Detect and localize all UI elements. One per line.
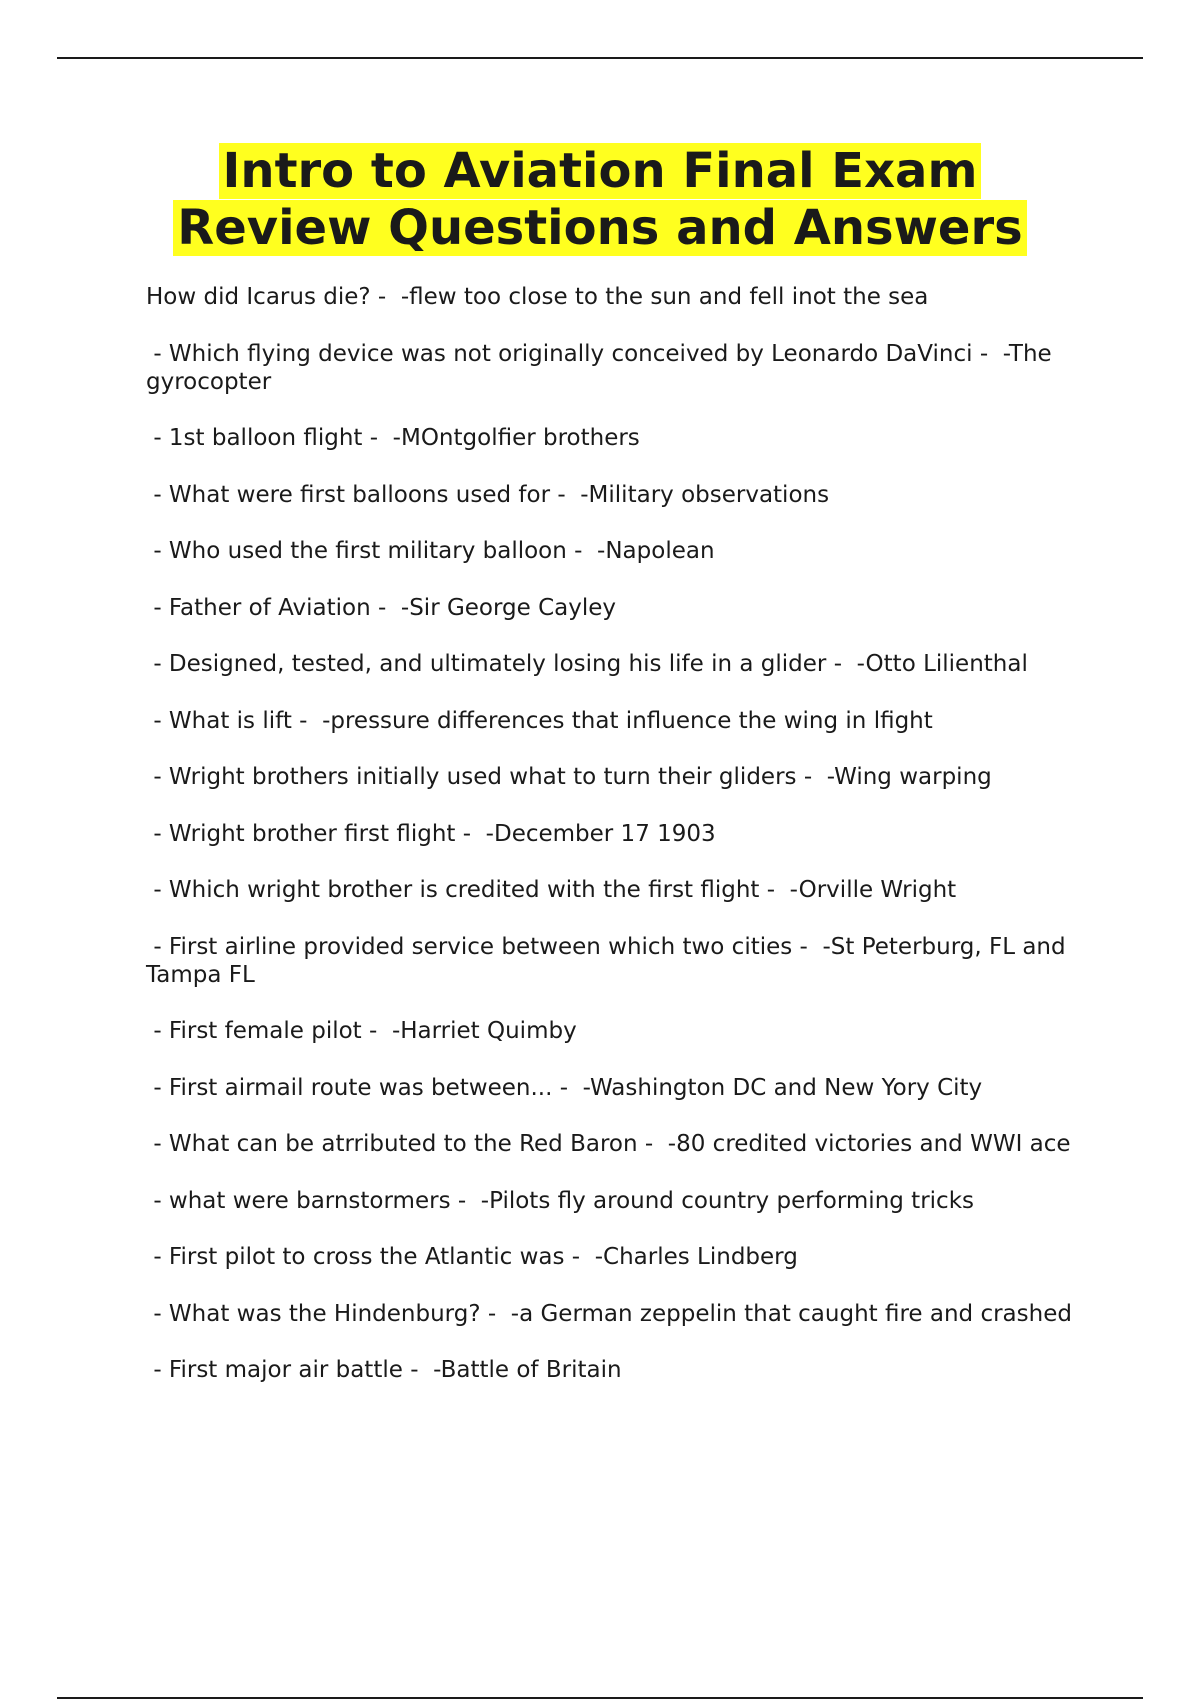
qa-item: - Which flying device was not originally conceived by Leonardo DaVinci - -The gyrocopter <box>146 340 1060 395</box>
page-title <box>0 143 1200 257</box>
qa-item: - First female pilot - -Harriet Quimby <box>146 1018 577 1044</box>
qa-item: - Who used the first military balloon - -Napolean <box>146 538 715 564</box>
qa-item: - Wright brother first flight - -December 17 1903 <box>146 820 716 847</box>
top-divider <box>57 57 1143 59</box>
qa-item: - What can be atrributed to the Red Baron - -80 credited victories and WWI ace <box>146 1131 1071 1157</box>
qa-item: - 1st balloon flight - -MOntgolfier brothers <box>146 425 640 451</box>
qa-item: - What was the Hindenburg? - -a German zeppelin that caught fire and crashed <box>146 1300 1072 1327</box>
qa-item: How did Icarus die? - -flew too close to the sun and fell inot the sea <box>146 284 929 310</box>
qa-item: - First airmail route was between... - -Washington DC and New Yory City <box>146 1074 983 1101</box>
qa-item: - Father of Aviation - -Sir George Cayley <box>146 594 617 621</box>
bottom-divider <box>57 1697 1143 1699</box>
qa-item: - what were barnstormers - -Pilots fly around country performing tricks <box>146 1187 974 1214</box>
qa-item: - Wright brothers initially used what to turn their gliders - -Wing warping <box>146 764 992 790</box>
qa-list <box>146 283 1076 1413</box>
qa-item: - First major air battle - -Battle of Britain <box>146 1357 622 1383</box>
qa-item: - What were first balloons used for - -Military observations <box>146 481 830 508</box>
qa-item: - First airline provided service between which two cities - -St Peterburg, FL and Tampa FL <box>146 933 1073 988</box>
qa-item: - Which wright brother is credited with the first flight - -Orville Wright <box>146 877 957 903</box>
qa-item: - First pilot to cross the Atlantic was - -Charles Lindberg <box>146 1244 798 1270</box>
title-line-2: Review Questions and Answers <box>173 200 1026 256</box>
qa-item: - What is lift - -pressure differences that influence the wing in lfight <box>146 707 933 734</box>
title-line-1: Intro to Aviation Final Exam <box>219 143 982 199</box>
qa-item: - Designed, tested, and ultimately losing his life in a glider - -Otto Lilienthal <box>146 651 1028 677</box>
